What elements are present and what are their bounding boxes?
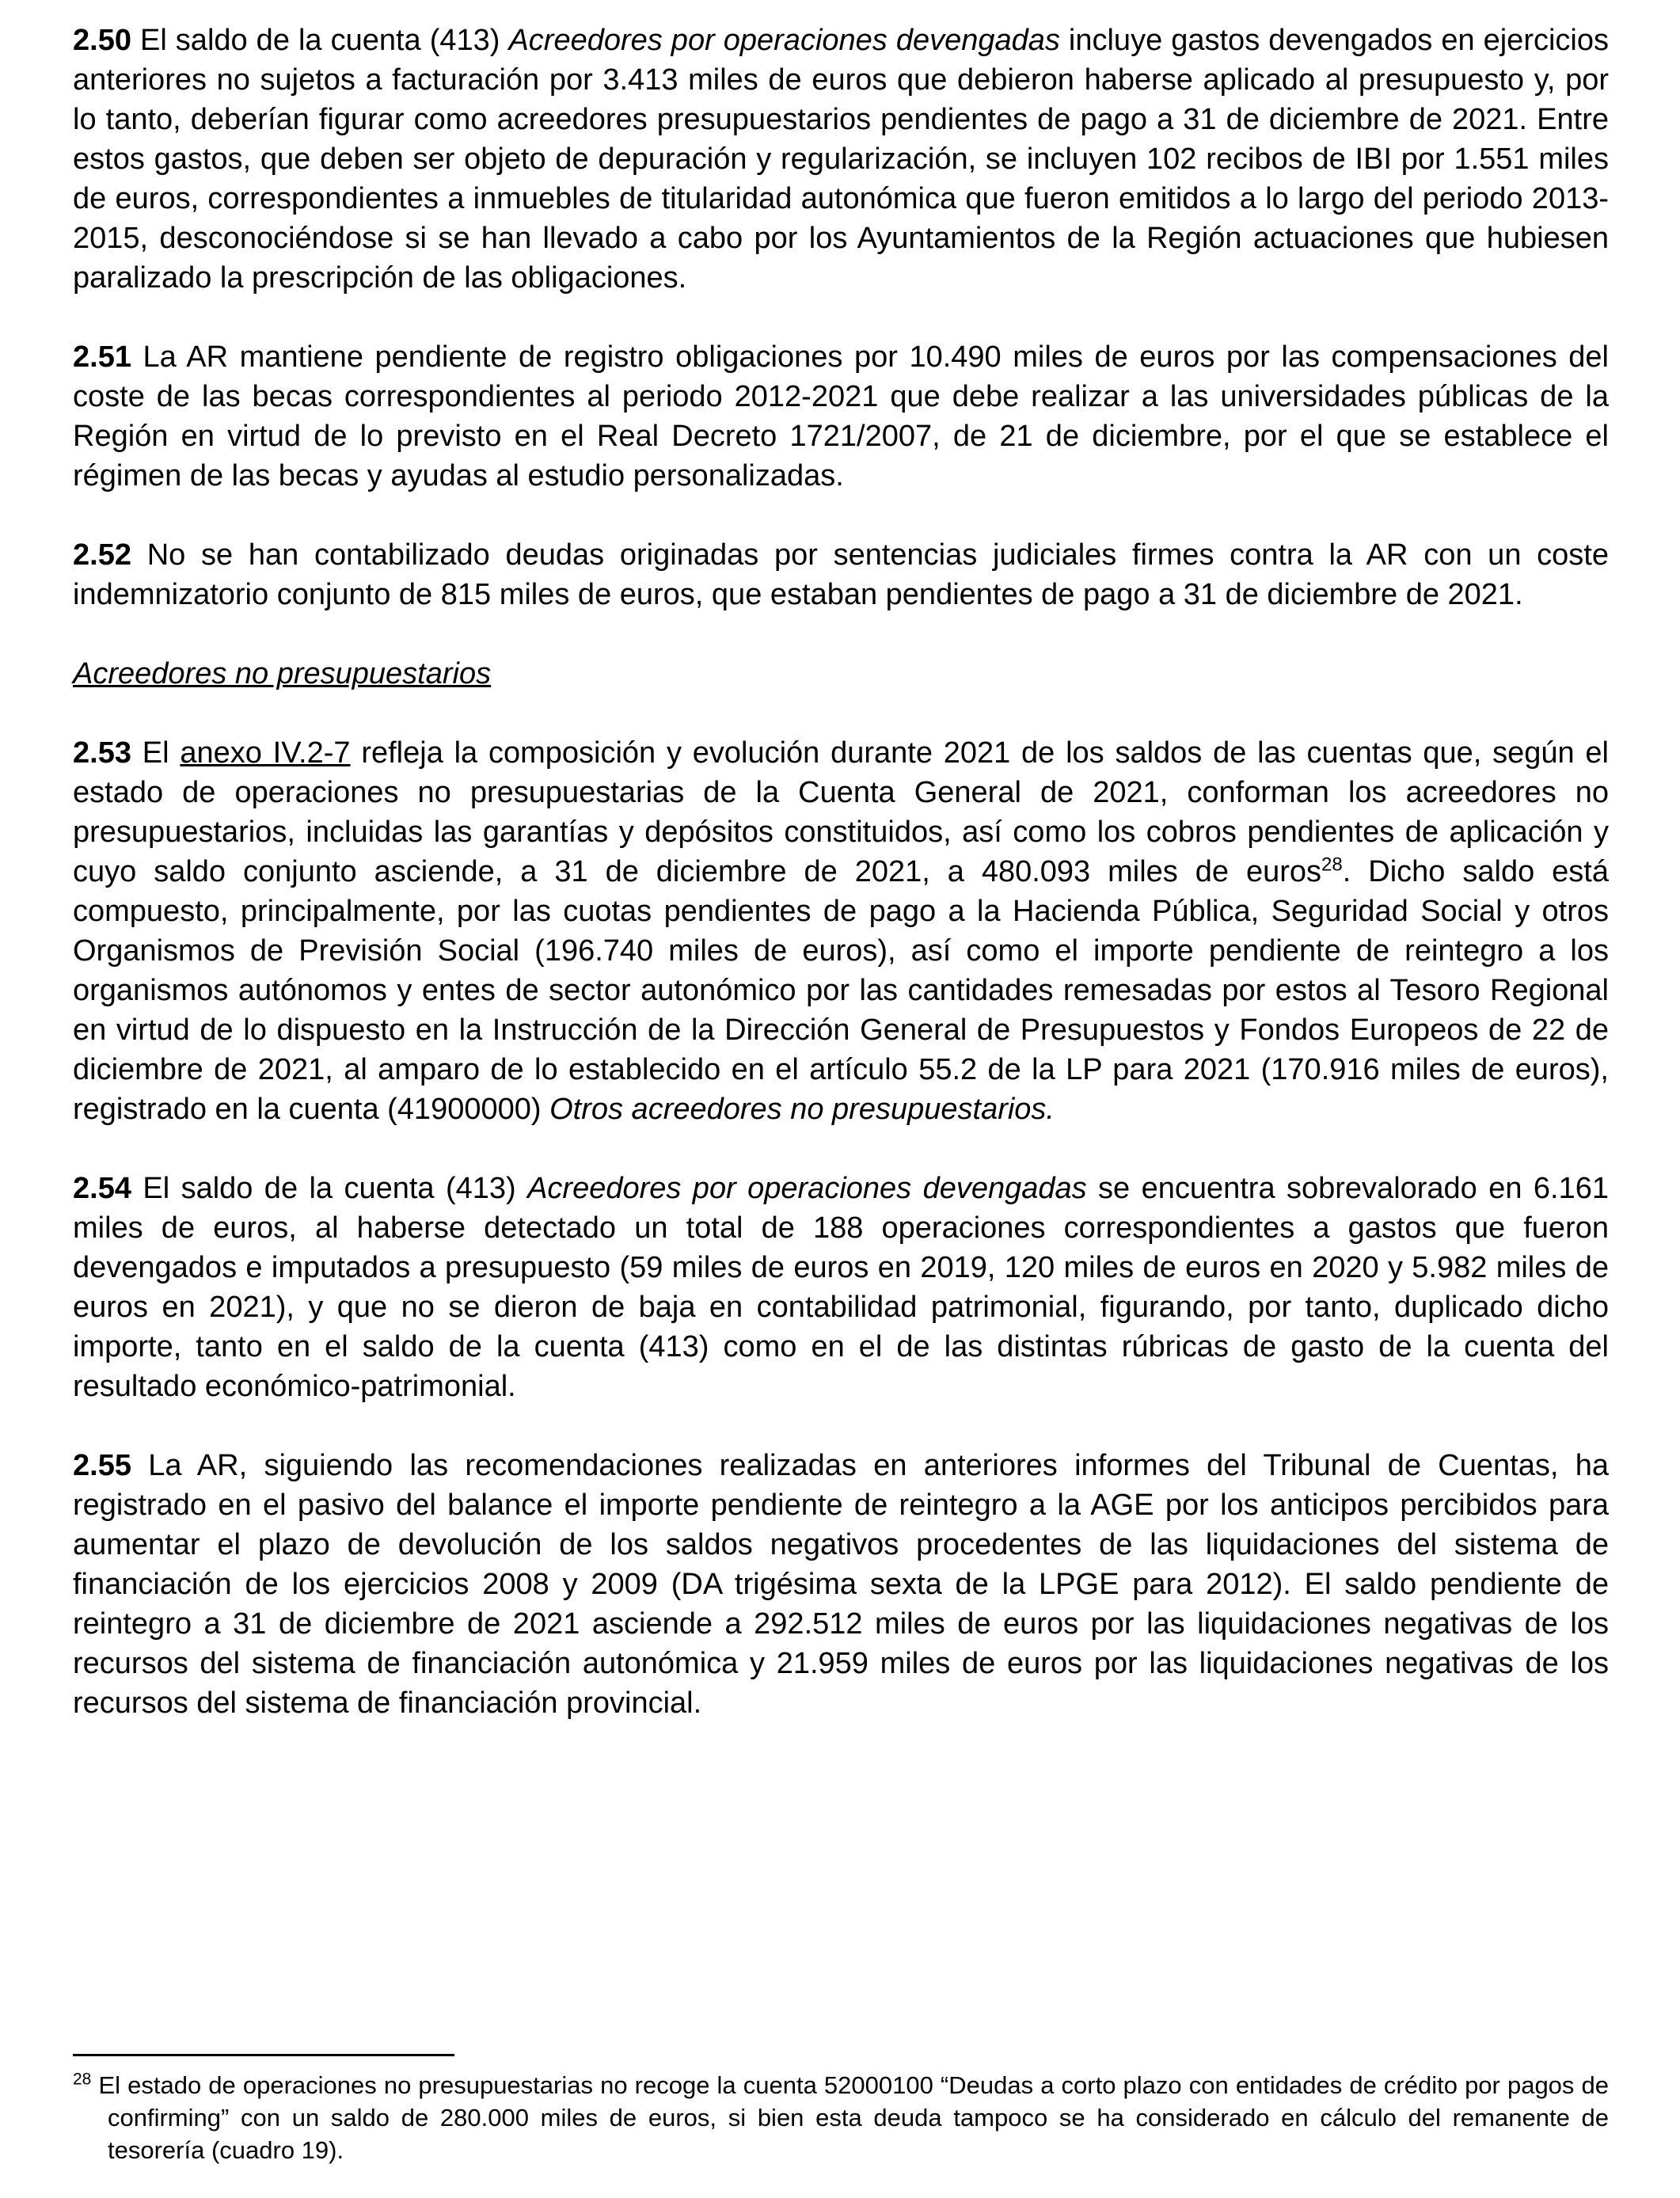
body-text: . Dicho saldo está compuesto, principalmente, por las cuotas pendientes de pago a la Hacienda Pública, Seguridad Social y otros Organismos de Previsión Social (196.740 miles de euros), así como el importe pendiente de reintegro a los organismos autónomos y entes de sector autonómico por las cantidades remesadas por estos al Tesoro Regional en virtud de lo dispuesto en la Instrucción de la Dirección General de Presupuestos y Fondos Europeos de 22 de diciembre de 2021, al amparo de lo establecido en el artículo 55.2 de la LP para 2021 (170.916 miles de euros), registrado en la cuenta (41900000)	[73, 855, 1609, 1126]
paragraph-2-53	[73, 733, 1609, 1129]
section-heading	[73, 654, 1609, 694]
footnote-separator-rule	[73, 2054, 454, 2056]
paragraph-2-52	[73, 535, 1609, 614]
footnote-marker: 28	[73, 2070, 92, 2089]
account-name-italic: Otros acreedores no presupuestarios.	[549, 1093, 1055, 1126]
footnote-area	[73, 2054, 1609, 2166]
account-name-italic: Acreedores por operaciones devengadas	[508, 24, 1060, 57]
paragraph-2-54	[73, 1169, 1609, 1406]
footnote-28	[73, 2069, 1609, 2166]
body-text: La AR mantiene pendiente de registro obligaciones por 10.490 miles de euros por las compensaciones del coste de las becas correspondientes al periodo 2012-2021 que debe realizar a las universidades públicas de la Región en virtud de lo previsto en el Real Decreto 1721/2007, de 21 de diciembre, por el que se establece el régimen de las becas y ayudas al estudio personalizadas.	[73, 340, 1609, 492]
body-text: incluye gastos devengados en ejercicios anteriores no sujetos a facturación por 3.413 miles de euros que debieron haberse aplicado al presupuesto y, por lo tanto, deberían figurar como acreedores presupuestarios pendientes de pago a 31 de diciembre de 2021. Entre estos gastos, que deben ser objeto de depuración y regularización, se incluyen 102 recibos de IBI por 1.551 miles de euros, correspondientes a inmuebles de titularidad autonómica que fueron emitidos a lo largo del periodo 2013-2015, desconociéndose si se han llevado a cabo por los Ayuntamientos de la Región actuaciones que hubiesen paralizado la prescripción de las obligaciones.	[73, 24, 1609, 295]
account-name-italic: Acreedores por operaciones devengadas	[527, 1172, 1087, 1205]
body-text: refleja la composición y evolución durante 2021 de los saldos de las cuentas que, según el estado de operaciones no presupuestarias de la Cuenta General de 2021, conforman los acreedores no presupuestarios, incluidas las garantías y depósitos constituidos, así como los cobros pendientes de aplicación y cuyo saldo conjunto asciende, a 31 de diciembre de 2021, a 480.093 miles de euros	[73, 736, 1609, 888]
paragraph-number: 2.52	[73, 538, 131, 572]
paragraph-2-55	[73, 1446, 1609, 1723]
body-text: La AR, siguiendo las recomendaciones realizadas en anteriores informes del Tribunal de Cuentas, ha registrado en el pasivo del balance el importe pendiente de reintegro a la AGE por los anticipos percibidos para aumentar el plazo de devolución de los saldos negativos procedentes de las liquidaciones del sistema de financiación de los ejercicios 2008 y 2009 (DA trigésima sexta de la LPGE para 2012). El saldo pendiente de reintegro a 31 de diciembre de 2021 asciende a 292.512 miles de euros por las liquidaciones negativas de los recursos del sistema de financiación autonómica y 21.959 miles de euros por las liquidaciones negativas de los recursos del sistema de financiación provincial.	[73, 1449, 1609, 1720]
body-text: El	[131, 736, 181, 770]
paragraph-number: 2.55	[73, 1449, 131, 1482]
paragraph-number: 2.54	[73, 1172, 131, 1205]
section-heading-label: Acreedores no presupuestarios	[73, 657, 492, 690]
annex-cross-reference-link[interactable]: anexo IV.2-7	[180, 736, 351, 770]
paragraph-2-51	[73, 337, 1609, 496]
footnote-text: El estado de operaciones no presupuestarias no recoge la cuenta 52000100 “Deudas a corto plazo con entidades de crédito por pagos de confirming” con un saldo de 280.000 miles de euros, si bien esta deuda tampoco se ha considerado en cálculo del remanente de tesorería (cuadro 19).	[91, 2071, 1609, 2164]
body-text: El saldo de la cuenta (413)	[131, 1172, 528, 1205]
paragraph-number: 2.53	[73, 736, 131, 770]
report-body	[73, 21, 1609, 1763]
paragraph-number: 2.50	[73, 24, 131, 57]
body-text: No se han contabilizado deudas originadas por sentencias judiciales firmes contra la AR con un coste indemnizatorio conjunto de 815 miles de euros, que estaban pendientes de pago a 31 de diciembre de 2021.	[73, 538, 1609, 611]
body-text: El saldo de la cuenta (413)	[131, 24, 509, 57]
paragraph-number: 2.51	[73, 340, 131, 374]
paragraph-2-50	[73, 21, 1609, 298]
body-text: se encuentra sobrevalorado en 6.161 miles de euros, al haberse detectado un total de 188 operaciones correspondientes a gastos que fueron devengados e imputados a presupuesto (59 miles de euros en 2019, 120 miles de euros en 2020 y 5.982 miles de euros en 2021), y que no se dieron de baja en contabilidad patrimonial, figurando, por tanto, duplicado dicho importe, tanto en el saldo de la cuenta (413) como en el de las distintas rúbricas de gasto de la cuenta del resultado económico-patrimonial.	[73, 1172, 1609, 1403]
footnote-reference-28: 28	[1321, 854, 1343, 876]
